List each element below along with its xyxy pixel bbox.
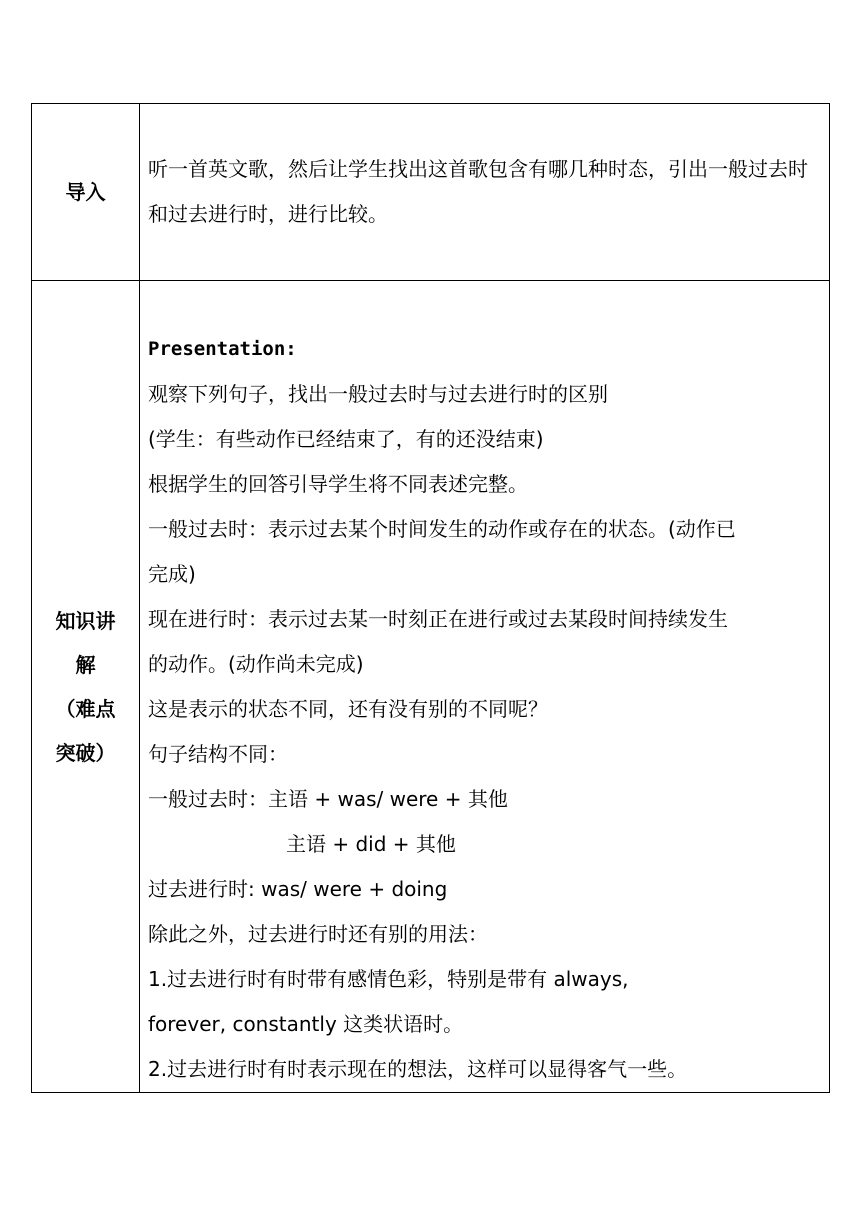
content-line: 的动作。(动作尚未完成) bbox=[148, 652, 364, 676]
knowledge-row bbox=[32, 281, 830, 1093]
content-line: 除此之外，过去进行时还有别的用法： bbox=[148, 922, 488, 946]
content-line: 一般过去时：表示过去某个时间发生的动作或存在的状态。(动作已 bbox=[148, 517, 736, 541]
usage-line-1: 1.过去进行时有时带有感情色彩，特别是带有 always, bbox=[148, 967, 629, 991]
knowledge-label-line-4: 突破） bbox=[55, 740, 116, 765]
intro-content-cell bbox=[140, 104, 830, 281]
intro-row bbox=[32, 104, 830, 281]
content-line: 根据学生的回答引导学生将不同表述完整。 bbox=[148, 472, 528, 496]
presentation-heading: Presentation: bbox=[148, 338, 297, 360]
knowledge-label-line-3: （难点 bbox=[55, 696, 116, 721]
intro-label-cell bbox=[32, 104, 140, 281]
content-line: 句子结构不同： bbox=[148, 742, 288, 766]
structure-line-past-simple: 一般过去时：主语 + was/ were + 其他 bbox=[148, 787, 508, 811]
lesson-plan-table bbox=[31, 103, 830, 1093]
structure-line-past-simple-did: 主语 + did + 其他 bbox=[286, 832, 456, 856]
content-line: 这是表示的状态不同，还有没有别的不同呢？ bbox=[148, 697, 548, 721]
knowledge-body bbox=[148, 281, 825, 1092]
content-line: 完成) bbox=[148, 562, 196, 586]
intro-label: 导入 bbox=[65, 180, 106, 204]
structure-line-past-continuous: 过去进行时: was/ were + doing bbox=[148, 877, 448, 901]
intro-text: 听一首英文歌，然后让学生找出这首歌包含有哪几种时态，引出一般过去时和过去进行时，进行比较。 bbox=[148, 157, 808, 226]
content-line: 观察下列句子，找出一般过去时与过去进行时的区别 bbox=[148, 382, 608, 406]
content-line: (学生：有些动作已经结束了，有的还没结束) bbox=[148, 427, 544, 451]
content-line: 现在进行时：表示过去某一时刻正在进行或过去某段时间持续发生 bbox=[148, 607, 728, 631]
knowledge-label-line-2: 解 bbox=[75, 652, 96, 677]
knowledge-content-cell bbox=[140, 281, 830, 1093]
knowledge-label-cell bbox=[32, 281, 140, 1093]
usage-line-1-cont: forever, constantly 这类状语时。 bbox=[148, 1012, 464, 1036]
knowledge-label-line-1: 知识讲 bbox=[55, 608, 116, 633]
usage-line-2: 2.过去进行时有时表示现在的想法，这样可以显得客气一些。 bbox=[148, 1057, 688, 1081]
